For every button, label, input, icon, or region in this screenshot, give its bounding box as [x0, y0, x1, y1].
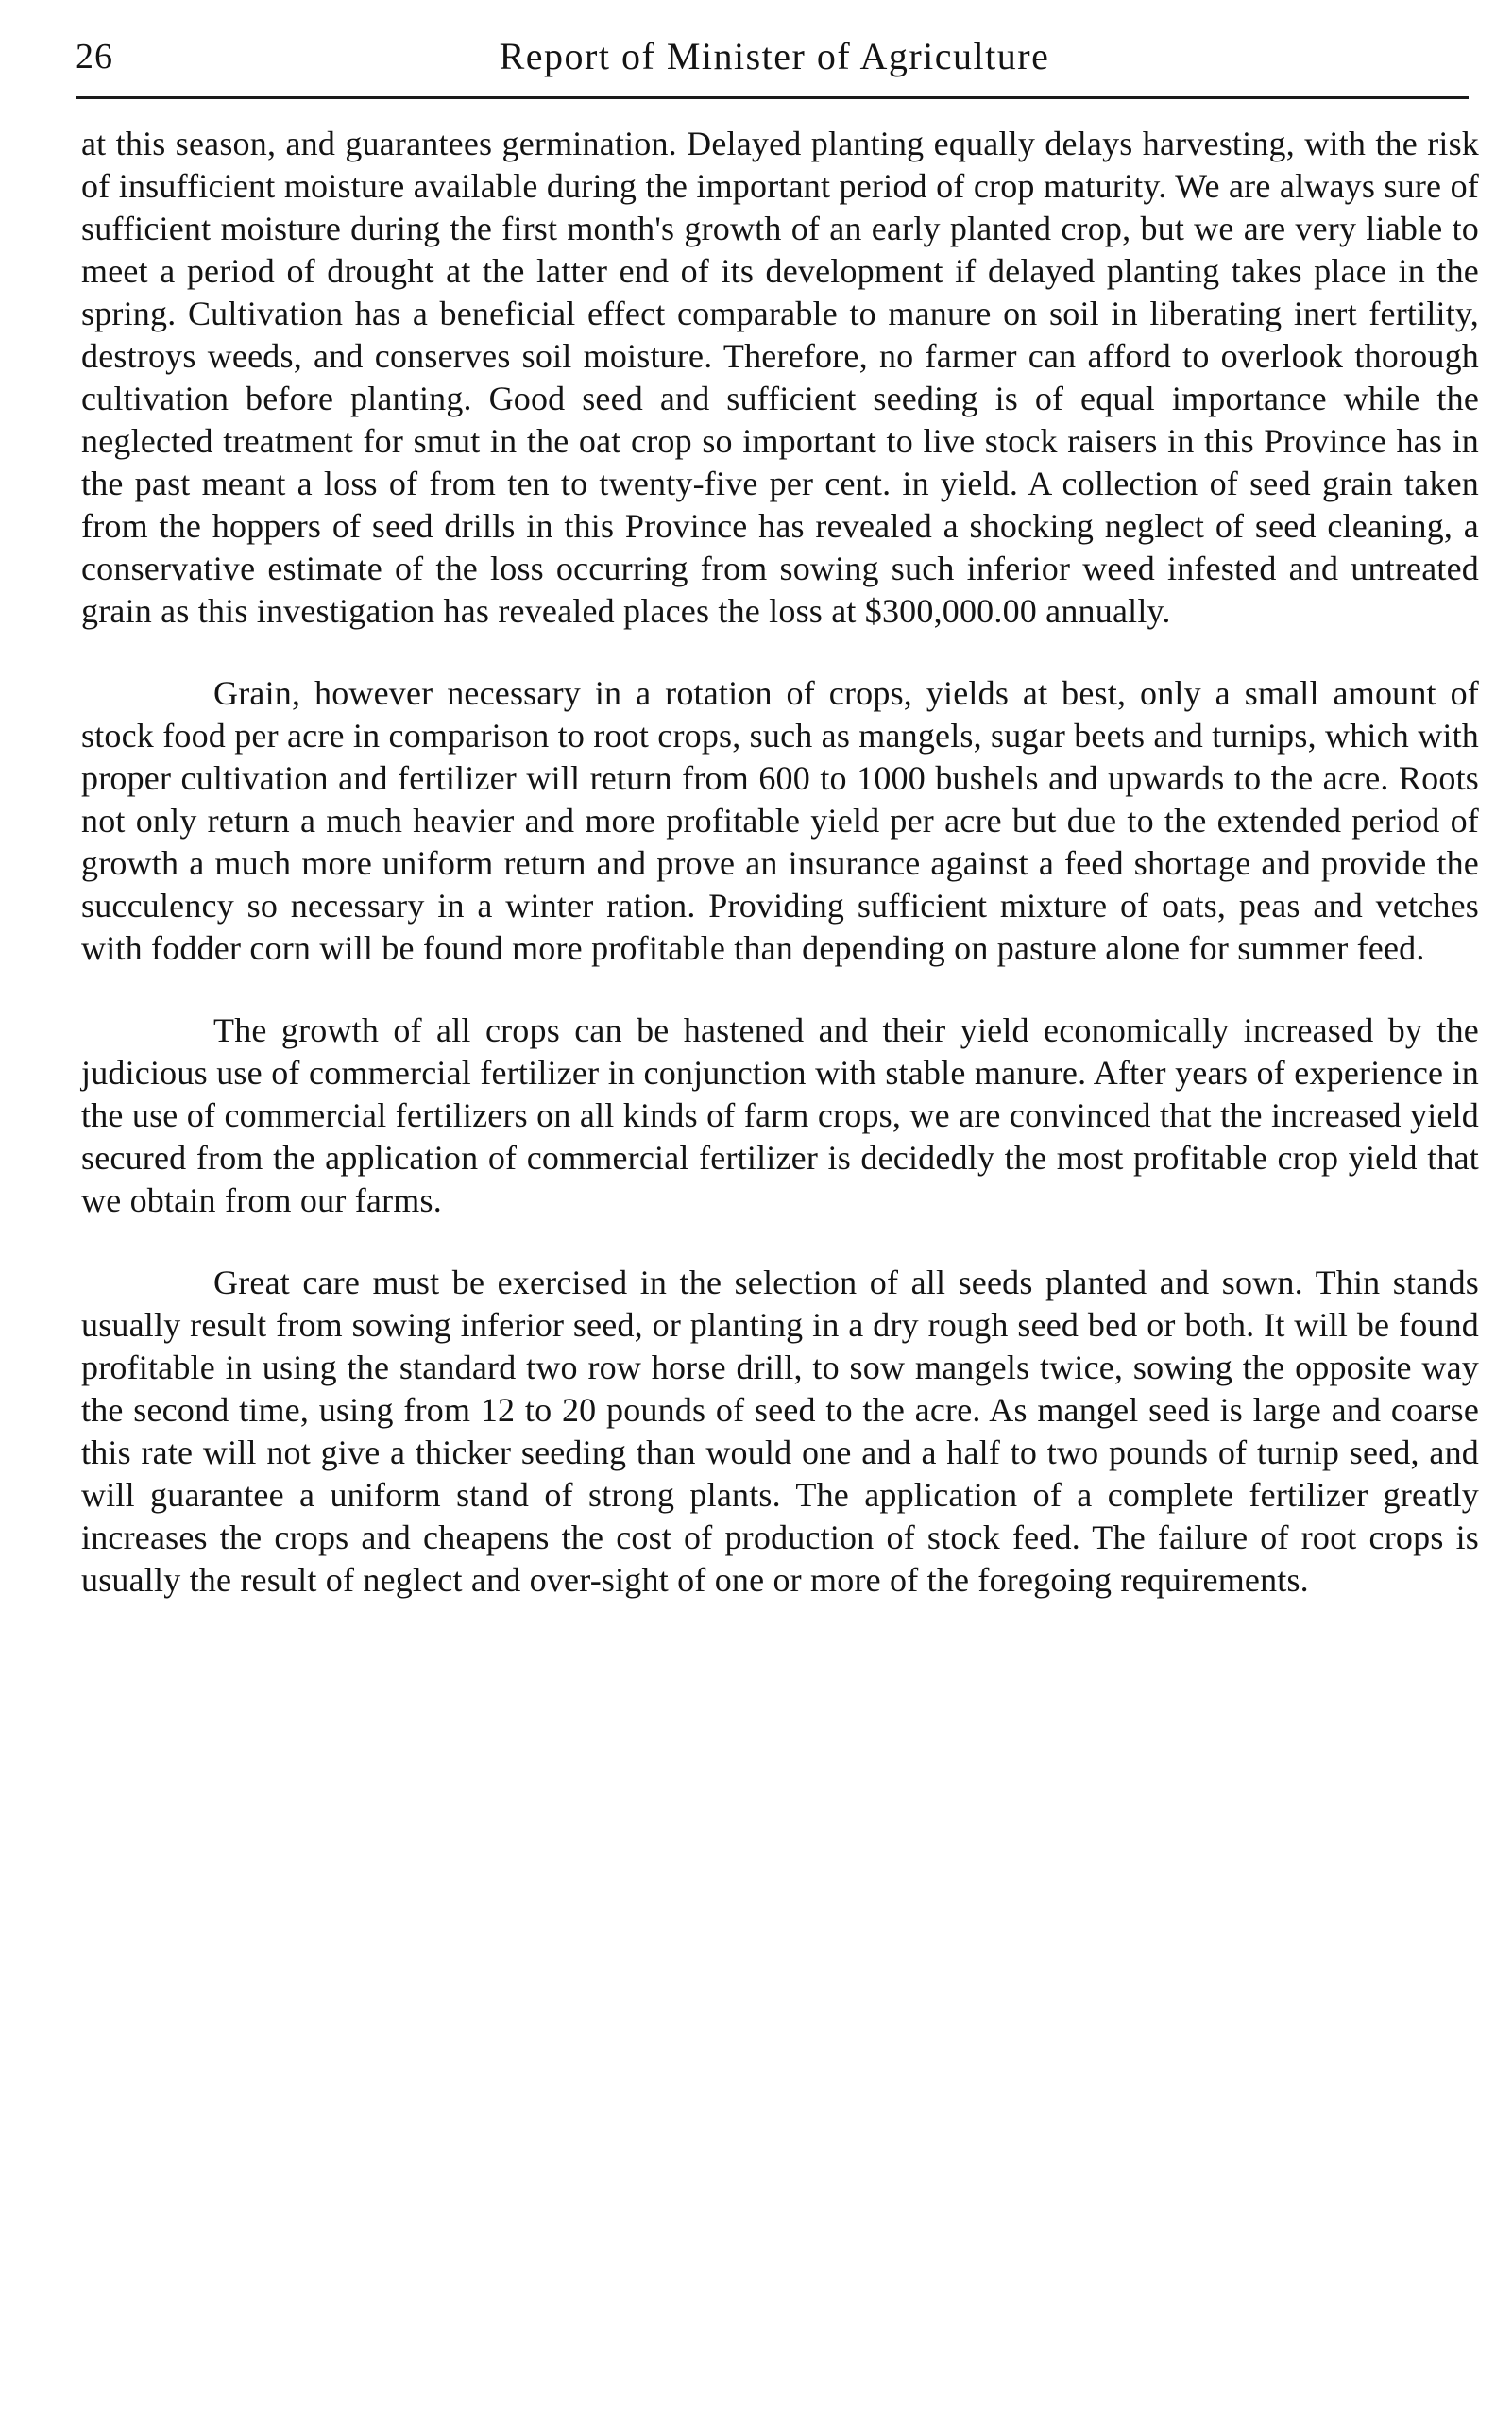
paragraph-3: The growth of all crops can be hastened and their yield economically increased by the judicious use of commercial fertilizer in conjunction with stable manure. After years of experience in the use of commercial fertilizers on all kinds of farm crops, we are convinced that the increased yield secured from the application of commercial fertilizer is decidedly the most profitable crop yield that we obtain from our farms. — [81, 1011, 1479, 1219]
header-rule — [76, 96, 1469, 99]
paragraph-2: Grain, however necessary in a rotation of crops, yields at best, only a small amount of stock food per acre in comparison to root crops, such as mangels, sugar beets and turnips, which with proper cultivation and fertilizer will return from 600 to 1000 bushels and upwards to the acre. Roots not only return a much heavier and more profitable yield per acre but due to the extended period of growth a much more uniform return and prove an insurance against a feed shortage and provide the succulency so necessary in a winter ration. Providing sufficient mixture of oats, peas and vetches with fodder corn will be found more profitable than depending on pasture alone for summer feed. — [81, 674, 1479, 967]
running-title: Report of Minister of Agriculture — [499, 35, 1050, 77]
page-number: 26 — [76, 37, 113, 76]
page-header — [76, 28, 1473, 94]
body-text — [81, 123, 1479, 1602]
paragraph-4: Great care must be exercised in the selection of all seeds planted and sown. Thin stands usually result from sowing inferior seed, or planting in a dry rough seed bed or both. It will be found profitable in using the standard two row horse drill, to sow mangels twice, sowing the opposite way the second time, using from 12 to 20 pounds of seed to the acre. As mangel seed is large and coarse this rate will not give a thicker seeding than would one and a half to two pounds of turnip seed, and will guarantee a uniform stand of strong plants. The application of a complete fertilizer greatly increases the crops and cheapens the cost of production of stock feed. The failure of root crops is usually the result of neglect and over-sight of one or more of the foregoing requirements. — [81, 1264, 1479, 1599]
paragraph-1: at this season, and guarantees germination. Delayed planting equally delays harvesting, with the risk of insufficient moisture available during the important period of crop maturity. We are always sure of sufficient moisture during the first month's growth of an early planted crop, but we are very liable to meet a period of drought at the latter end of its development if delayed planting takes place in the spring. Cultivation has a beneficial effect comparable to manure on soil in liberating inert fertility, destroys weeds, and conserves soil moisture. Therefore, no farmer can afford to overlook thorough cultivation before planting. Good seed and sufficient seeding is of equal importance while the neglected treatment for smut in the oat crop so important to live stock raisers in this Province has in the past meant a loss of from ten to twenty-five per cent. in yield. A collection of seed grain taken from the hoppers of seed drills in this Province has revealed a shocking neglect of seed cleaning, a conservative estimate of the loss occurring from sowing such inferior weed infested and untreated grain as this investigation has revealed places the loss at $300,000.00 annually. — [81, 125, 1479, 630]
